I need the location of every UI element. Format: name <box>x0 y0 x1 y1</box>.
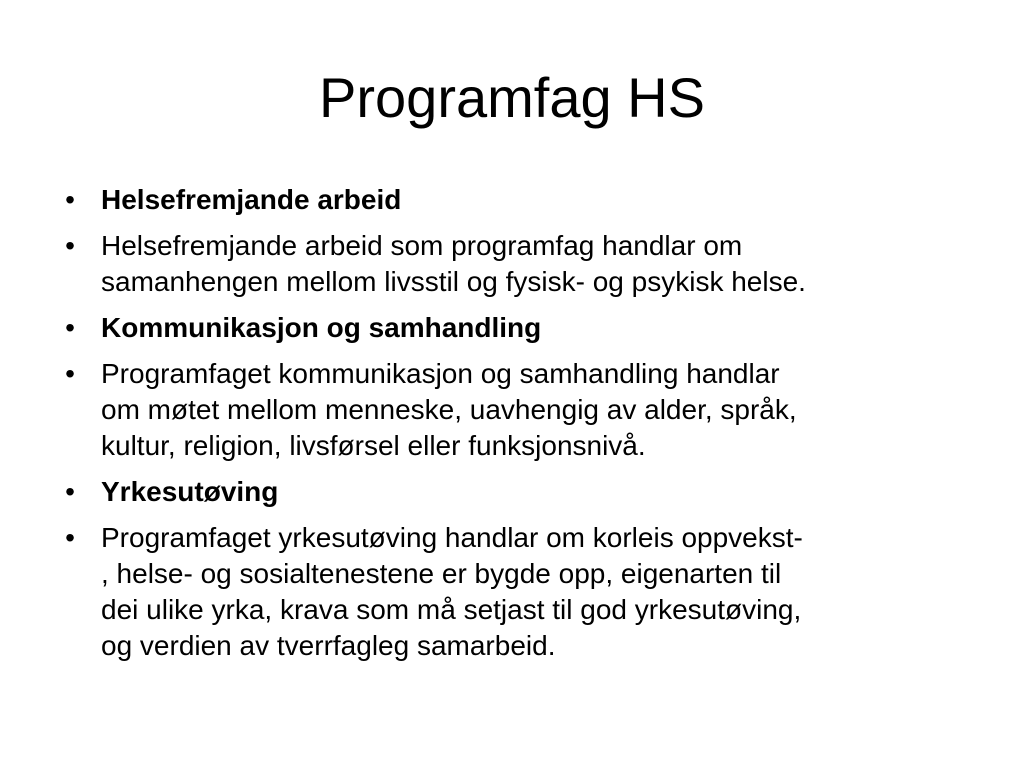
bullet-icon: • <box>65 358 75 389</box>
text-line: dei ulike yrka, krava som må setjast til god yrkesutøving, <box>101 594 802 625</box>
bullet-text <box>101 182 980 218</box>
bullet-item-kommunikasjon-heading <box>60 310 980 346</box>
bullet-item-yrkesutoving-description <box>60 520 980 664</box>
text-line: Programfaget yrkesutøving handlar om korleis oppvekst- <box>101 522 803 553</box>
bullet-text <box>101 474 980 510</box>
text-line: om møtet mellom menneske, uavhengig av alder, språk, <box>101 394 797 425</box>
text-line: Helsefremjande arbeid som programfag handlar om <box>101 230 743 261</box>
bullet-text <box>101 310 980 346</box>
bullet-text <box>101 228 980 300</box>
bullet-icon: • <box>65 476 75 507</box>
text-line: Kommunikasjon og samhandling <box>101 312 542 343</box>
bullet-text <box>101 356 980 464</box>
bullet-icon: • <box>65 184 75 215</box>
slide-title: Programfag HS <box>319 66 705 129</box>
text-line: samanhengen mellom livsstil og fysisk- og psykisk helse. <box>101 266 806 297</box>
bullet-item-helsefremjande-description <box>60 228 980 300</box>
text-line: og verdien av tverrfagleg samarbeid. <box>101 630 556 661</box>
bullet-item-helsefremjande-heading <box>60 182 980 218</box>
text-line: Programfaget kommunikasjon og samhandling handlar <box>101 358 780 389</box>
bullet-item-kommunikasjon-description <box>60 356 980 464</box>
text-line: Yrkesutøving <box>101 476 279 507</box>
bullet-text <box>101 520 980 664</box>
text-line: Helsefremjande arbeid <box>101 184 402 215</box>
bullet-icon: • <box>65 230 75 261</box>
bullet-icon: • <box>65 312 75 343</box>
bullet-icon: • <box>65 522 75 553</box>
text-line: , helse- og sosialtenestene er bygde opp, eigenarten til <box>101 558 782 589</box>
bullet-list <box>60 182 980 674</box>
bullet-item-yrkesutoving-heading <box>60 474 980 510</box>
text-line: kultur, religion, livsførsel eller funksjonsnivå. <box>101 430 646 461</box>
